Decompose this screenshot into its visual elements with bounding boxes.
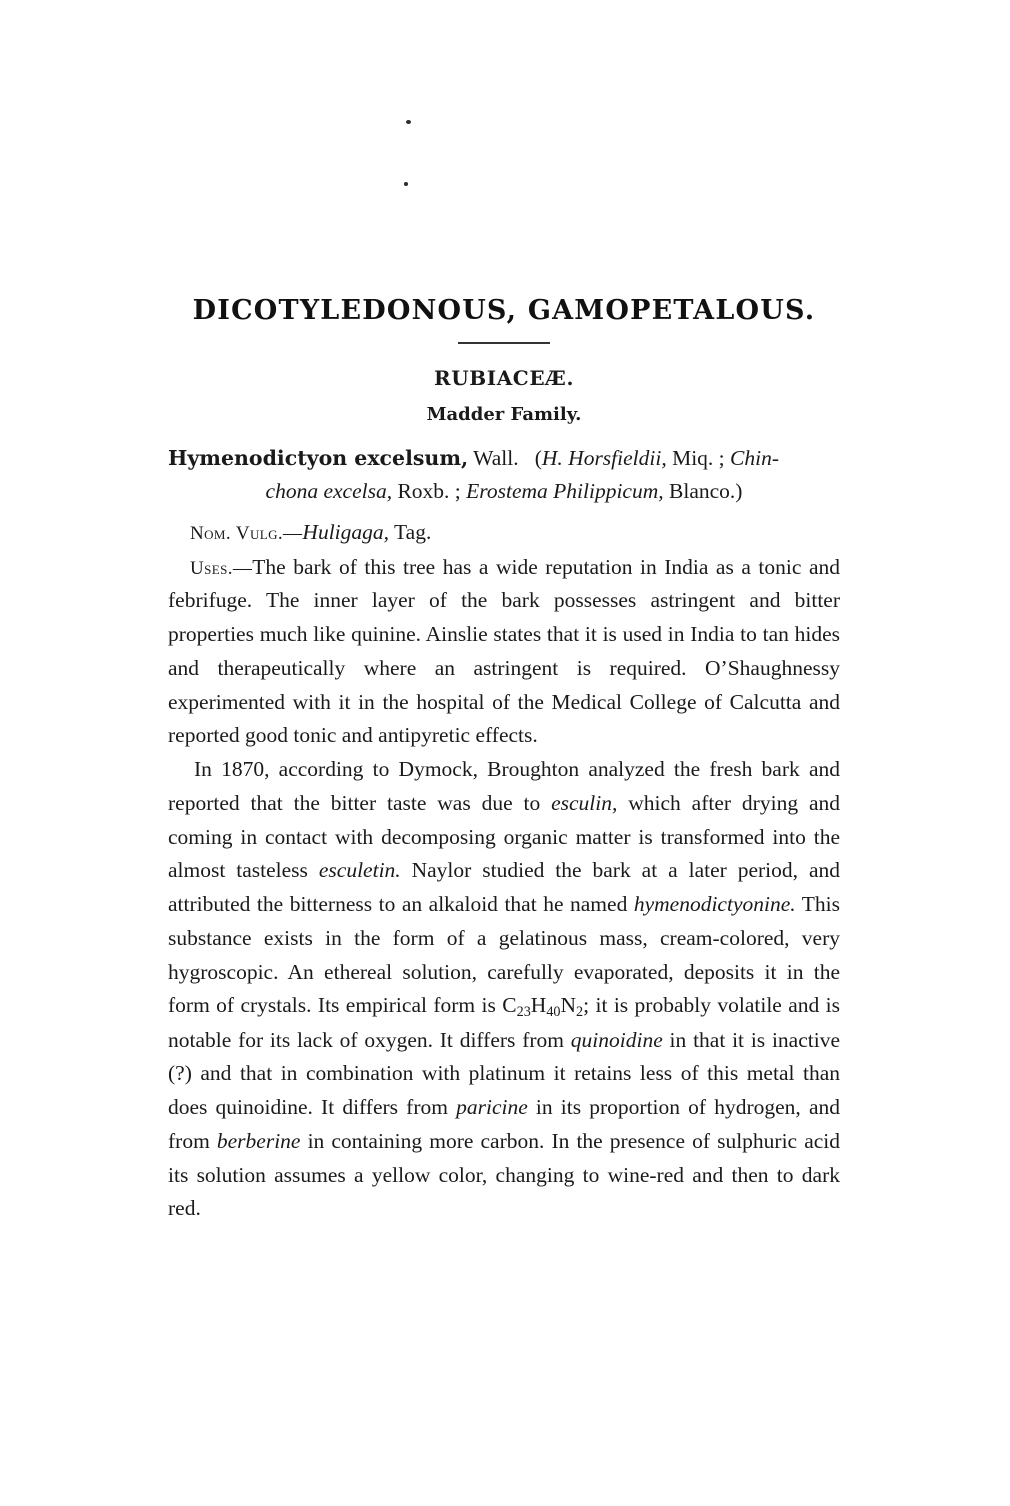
synonym-1-author: Miq. ; (672, 446, 725, 470)
formula-c: C (502, 993, 517, 1018)
term-quinoidine: quinoidine (570, 1027, 663, 1052)
family-common-name: Madder Family. (426, 404, 582, 425)
synonym-2-name-part1: Chin- (730, 446, 780, 470)
formula-n-subscript: 2 (576, 1004, 584, 1021)
formula-n: N (560, 993, 577, 1018)
page-speck-top (406, 120, 411, 124)
nom-vulg-language: Tag. (394, 520, 432, 545)
synonym-1-name: H. Horsfieldii, (541, 446, 667, 470)
chem-seg-4: This substance exists in the form of a gelatinous mass, cream-colored, very hygroscopic. An ethereal solution, carefully evaporated, deposits it in the form of crystals. Its empirical form is (168, 892, 840, 1018)
term-esculin: esculin, (551, 790, 618, 815)
term-esculetin: esculetin. (318, 858, 401, 883)
nom-vulg-name: Huligaga, (302, 520, 390, 545)
term-hymenodictyonine: hymenodictyonine. (633, 892, 796, 917)
formula-h-subscript: 40 (546, 1004, 561, 1021)
synonym-3-name: Erostema Philippicum, (466, 478, 664, 503)
chem-seg-5: ; it is probably volatile and is notable for its lack of oxygen. It differs from (168, 993, 840, 1052)
synonym-2-name-part2: chona excelsa, (265, 478, 393, 503)
chemical-formula (502, 993, 584, 1021)
chem-seg-8: in containing more carbon. In the presence of sulphuric acid its solution assumes a yellow color, changing to wine-red and then to dark red. (168, 1128, 840, 1221)
chem-seg-2: which after drying and coming in contact with decomposing organic matter is transformed into the almost tasteless (168, 790, 840, 883)
formula-c-subscript: 23 (516, 1004, 531, 1021)
synonym-continuation-line (168, 476, 840, 507)
chem-seg-7: in its proportion of hydrogen, and from (168, 1095, 840, 1153)
synonym-2-author: Roxb. ; (397, 478, 461, 503)
species-authority: Wall. (473, 446, 519, 470)
horizontal-rule (458, 342, 550, 344)
chapter-title: DICOTYLEDONOUS, GAMOPETALOUS. (192, 295, 816, 326)
uses-text: The bark of this tree has a wide reputation in India as a tonic and febrifuge. The inner layer of the bark possesses astringent and bitter properties much like quinine. Ainslie states that it is used in India to tan hides and therapeutically where an astringent is required. O’Shaughnessy experimented with it in the hospital of the Medical College of Calcutta and reported good tonic and antipyretic effects. (168, 554, 840, 748)
uses-label: Uses.— (190, 557, 253, 579)
nom-vulg-label: Nom. Vulg.— (190, 523, 303, 545)
synonym-3-author: Blanco.) (669, 478, 743, 503)
term-berberine: berberine (216, 1128, 301, 1153)
species-name: Hymenodictyon excelsum, (168, 446, 469, 470)
page-speck-second (404, 182, 408, 186)
formula-h: H (530, 993, 547, 1018)
nom-vulg-line (168, 516, 840, 549)
chem-seg-6: in that it is inactive (?) and that in combination with platinum it retains less of this metal than does quinoidine. It differs from (168, 1027, 840, 1120)
species-heading (168, 443, 840, 506)
term-paricine: paricine (456, 1095, 528, 1120)
family-title: RUBIACEÆ. (433, 366, 575, 390)
uses-paragraph (168, 551, 840, 754)
chemistry-paragraph (168, 753, 840, 1226)
synonym-open-paren: ( (534, 446, 542, 470)
page-content (168, 295, 840, 1226)
chem-seg-3: Naylor studied the bark at a later period, and attributed the bitterness to an alkaloid that he named (168, 858, 841, 917)
chem-seg-1: In 1870, according to Dymock, Broughton analyzed the fresh bark and reported that the bitter taste was due to (168, 757, 840, 815)
